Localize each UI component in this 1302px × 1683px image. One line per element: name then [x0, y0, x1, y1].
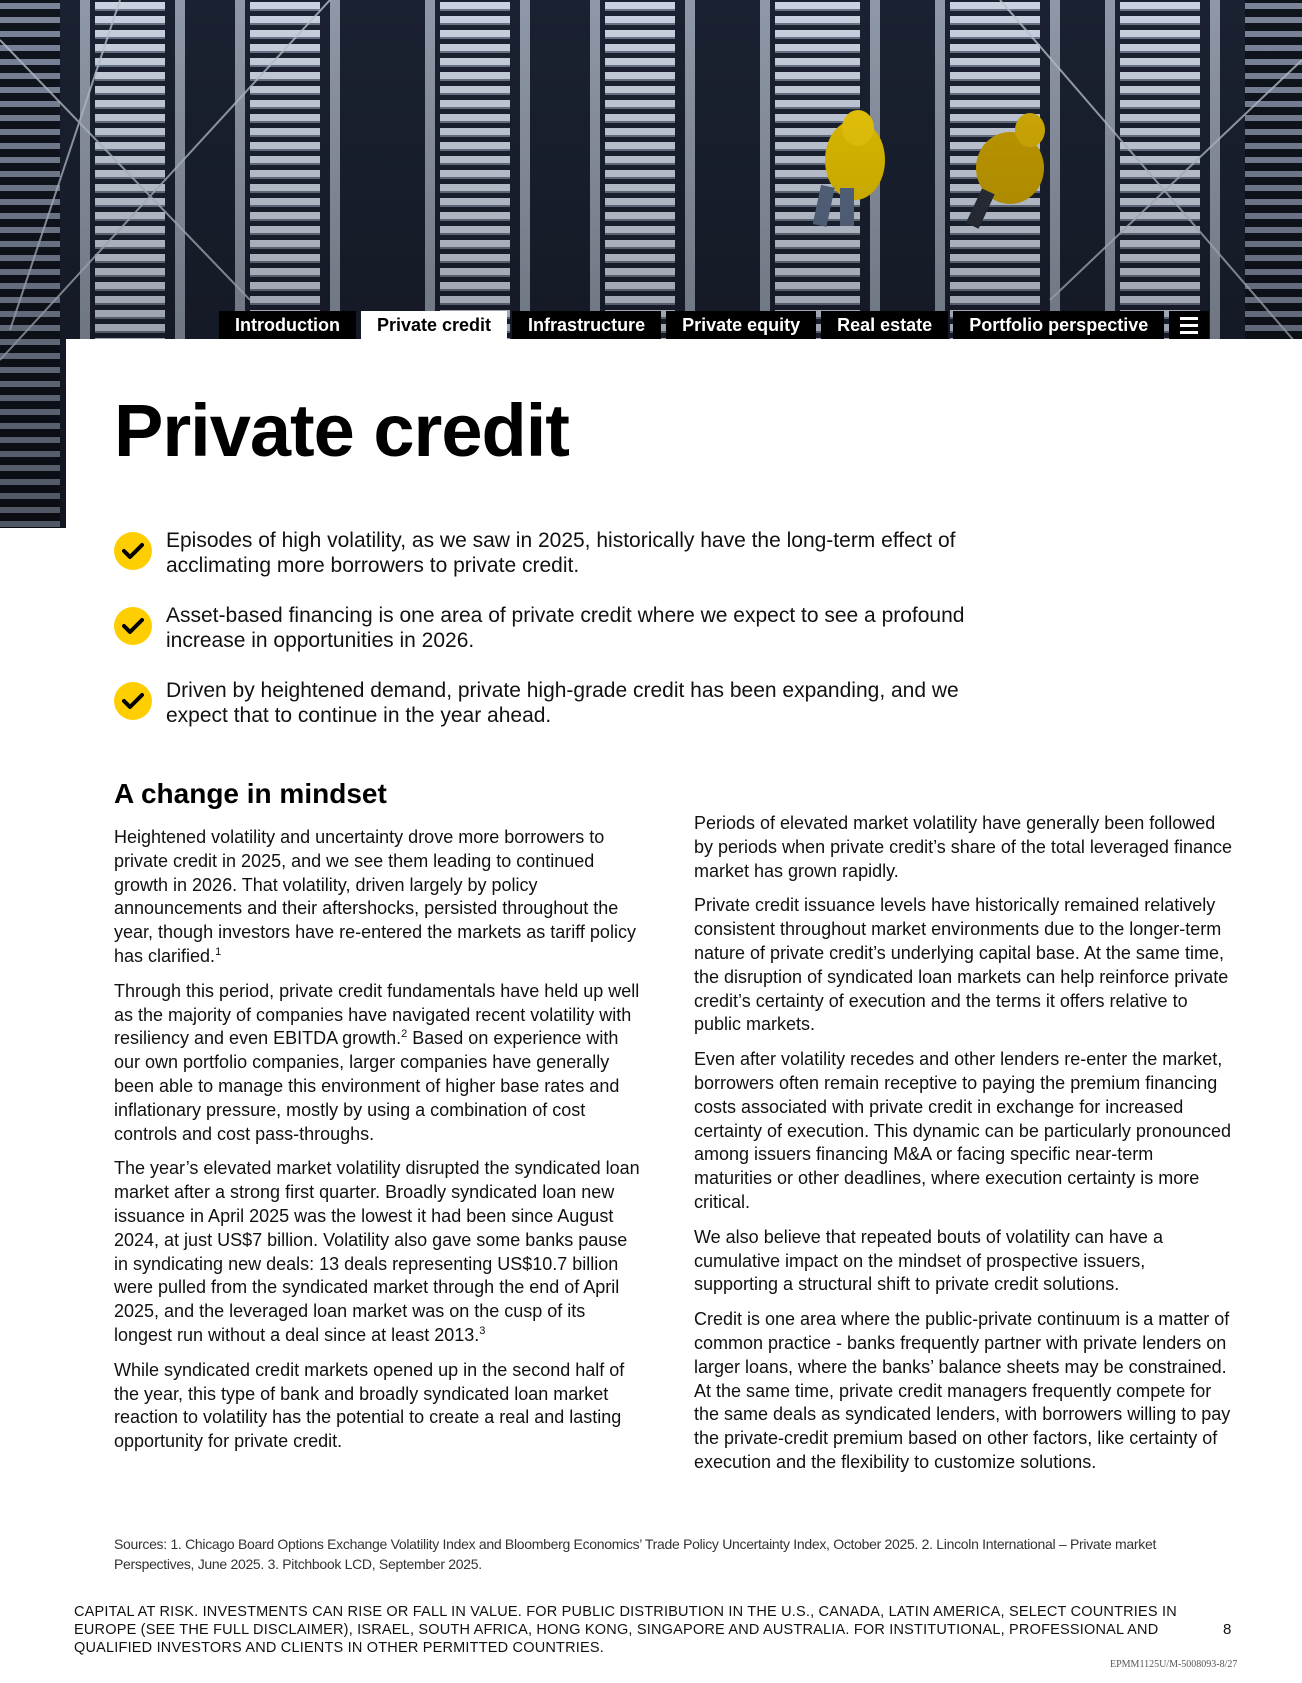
highlight-item: [114, 603, 1014, 653]
section-nav: [219, 311, 1209, 339]
checkmark-icon: [114, 532, 152, 570]
tab-private-credit[interactable]: Private credit: [361, 311, 507, 339]
body-paragraph: We also believe that repeated bouts of volatility can have a cumulative impact on the mindset of prospective issuers, supporting a structural shift to private credit solutions.: [694, 1226, 1163, 1295]
body-paragraph: Periods of elevated market volatility have generally been followed by periods when private credit’s share of the total leveraged finance market has grown rapidly.: [694, 813, 1232, 881]
disclaimer: CAPITAL AT RISK. INVESTMENTS CAN RISE OR FALL IN VALUE. FOR PUBLIC DISTRIBUTION IN THE U.S., CANADA, LATIN AMERICA, SELECT COUNTRIES IN EUROPE (SEE THE FULL DISCLAIMER), ISRAEL, SOUTH AFRICA, HONG KONG, SINGAPORE AND AUSTRALIA. FOR INSTITUTIONAL, PROFESSIONAL AND QUALIFIED INVESTORS AND CLIENTS IN OTHER PERMITTED COUNTRIES.: [74, 1604, 1177, 1656]
checkmark-icon: [114, 682, 152, 720]
highlight-text: Asset-based financing is one area of private credit where we expect to see a profound increase in opportunities in 2026.: [166, 604, 965, 652]
highlight-text: Driven by heightened demand, private high-grade credit has been expanding, and we expect that to continue in the year ahead.: [166, 679, 959, 727]
highlight-text: Episodes of high volatility, as we saw in 2025, historically have the long-term effect of acclimating more borrowers to private credit.: [166, 529, 956, 577]
tab-portfolio-perspective[interactable]: Portfolio perspective: [953, 311, 1164, 339]
tab-infrastructure[interactable]: Infrastructure: [512, 311, 661, 339]
body-paragraph: Heightened volatility and uncertainty drove more borrowers to private credit in 2025, and we see them leading to continued growth in 2026. That volatility, driven largely by policy announcements and their aftershocks, persisted throughout the year, though investors have re-entered the markets as tariff policy has clarified.$^1$: [114, 827, 636, 966]
footnote-ref[interactable]: 1: [215, 945, 222, 958]
tab-introduction[interactable]: Introduction: [219, 311, 356, 339]
tab-real-estate[interactable]: Real estate: [821, 311, 948, 339]
body-paragraph: Private credit issuance levels have historically remained relatively consistent throughout market environments due to the longer-term nature of private credit’s underlying capital base. At the same time, the disruption of syndicated loan markets can help reinforce private credit’s certainty of execution and the terms it offers relative to public markets.: [694, 895, 1229, 1035]
highlight-item: [114, 678, 1014, 728]
page-number: 8: [1223, 1621, 1232, 1638]
body-paragraph: Credit is one area where the public-private continuum is a matter of common practice - banks frequently partner with private lenders on larger loans, where the banks’ balance sheets may be constrained. At the same time, private credit managers frequently compete for the same deals as syndicated lenders, with borrowers willing to pay the private-credit premium based on other factors, like certainty of execution and the flexibility to customize solutions.: [694, 1309, 1231, 1472]
document-code: EPMM1125U/M-5008093-8/27: [1110, 1659, 1238, 1670]
tab-private-equity[interactable]: Private equity: [666, 311, 816, 339]
highlights-list: [114, 528, 1014, 753]
hamburger-menu-icon[interactable]: [1169, 311, 1209, 339]
sources-note: Sources: 1. Chicago Board Options Exchange Volatility Index and Bloomberg Economics’ Trade Policy Uncertainty Index, October 2025. 2. Lincoln International – Private market Perspectives, June 2025. 3. Pitchbook LCD, September 2025.: [114, 1536, 1157, 1572]
left-column: [114, 826, 646, 1465]
right-column: [694, 812, 1234, 1486]
checkmark-icon: [114, 607, 152, 645]
section-heading: A change in mindset: [114, 778, 387, 809]
footnote-ref[interactable]: 2: [401, 1028, 408, 1041]
highlight-item: [114, 528, 1014, 578]
body-paragraph: Even after volatility recedes and other lenders re-enter the market, borrowers often remain receptive to paying the premium financing costs associated with private credit in exchange for increased certainty of execution. This dynamic can be particularly pronounced among issuers financing M&A or facing specific near-term maturities or other deadlines, where execution certainty is more critical.: [694, 1049, 1231, 1212]
page-title: Private credit: [114, 389, 569, 472]
footnote-ref[interactable]: 3: [479, 1324, 486, 1337]
body-paragraph: The year’s elevated market volatility disrupted the syndicated loan market after a strong first quarter. Broadly syndicated loan new issuance in April 2025 was the lowest it had been since August 2024, at just US$7 billion. Volatility also gave some banks pause in syndicating new deals: 13 deals representing US$10.7 billion were pulled from the syndicated market through the end of April 2025, and the leveraged loan market was on the cusp of its longest run without a deal since at least 2013.$^3$: [114, 1158, 640, 1345]
body-paragraph: While syndicated credit markets opened up in the second half of the year, this type of bank and broadly syndicated loan market reaction to volatility has the potential to create a real and lasting opportunity for private credit.: [114, 1359, 625, 1452]
body-paragraph: Through this period, private credit fundamentals have held up well as the majority of companies have navigated recent volatility with resiliency and even EBITDA growth.$^2$ Based on experience with our own portfolio companies, larger companies have generally been able to manage this environment of higher base rates and inflationary pressure, mostly by using a combination of cost controls and cost pass-throughs.: [114, 980, 640, 1144]
